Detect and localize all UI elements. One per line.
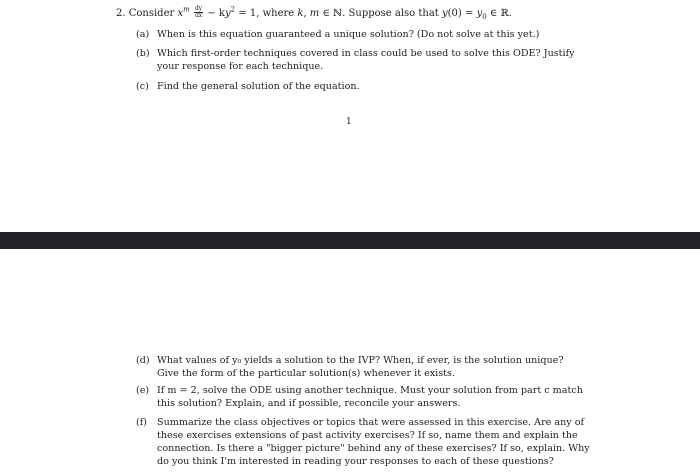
initial-paren: (0) =	[447, 8, 477, 19]
document-page-top	[0, 0, 700, 232]
minus-k: − k	[207, 8, 225, 19]
part-label: (c)	[136, 81, 149, 92]
part-line: When is this equation guaranteed a unique solution? (Do not solve at this yet.)	[157, 29, 540, 40]
part-line: Find the general solution of the equation.	[157, 81, 360, 92]
page-number: 1	[346, 117, 352, 127]
part-line: Which first-order techniques covered in class could be used to solve this ODE? Justify	[157, 48, 575, 59]
fraction-numerator: dy	[194, 5, 203, 12]
part-line: these exercises extensions of past activity exercises? If so, name them and explain the	[157, 430, 578, 441]
y0-subscript: 0	[482, 13, 487, 21]
x-variable: x	[177, 8, 184, 19]
square-exponent: 2	[230, 5, 236, 14]
part-line: your response for each technique.	[157, 61, 324, 72]
part-label: (e)	[136, 385, 150, 396]
fraction-denominator: dx	[194, 12, 203, 19]
in-naturals: ∈ ℕ. Suppose also that	[319, 8, 442, 19]
part-line: Give the form of the particular solution(s) whenever it exists.	[157, 368, 456, 379]
part-line: If m = 2, solve the ODE using another technique. Must your solution from part c match	[157, 385, 583, 396]
part-label: (d)	[136, 355, 150, 366]
part-line: What values of y₀ yields a solution to the IVP? When, if ever, is the solution unique?	[157, 355, 564, 366]
part-line: connection. Is there a "bigger picture" behind any of these exercises? If so, explain. Why	[157, 443, 590, 454]
page-break-band	[0, 232, 700, 249]
part-line: do you think I'm interested in reading your responses to each of these questions?	[157, 456, 554, 467]
part-label: (f)	[136, 417, 148, 428]
in-reals: ∈ ℝ.	[486, 8, 512, 19]
y0-symbol: y	[476, 8, 483, 19]
problem-statement	[116, 6, 676, 22]
equals-one: = 1, where	[235, 8, 298, 19]
m-exponent: m	[183, 5, 190, 14]
document-page-bottom	[0, 249, 700, 475]
y-variable: y	[224, 8, 231, 19]
part-label: (b)	[136, 48, 150, 59]
k-m-vars: k, m	[297, 8, 320, 19]
part-line: Summarize the class objectives or topics that were assessed in this exercise. Are any of	[157, 417, 585, 428]
problem-number: 2.	[116, 8, 126, 19]
consider-word: Consider	[128, 8, 175, 19]
derivative-fraction	[194, 6, 203, 19]
part-line: this solution? Explain, and if possible, reconcile your answers.	[157, 398, 461, 409]
part-label: (a)	[136, 29, 150, 40]
y-function: y	[442, 8, 448, 19]
